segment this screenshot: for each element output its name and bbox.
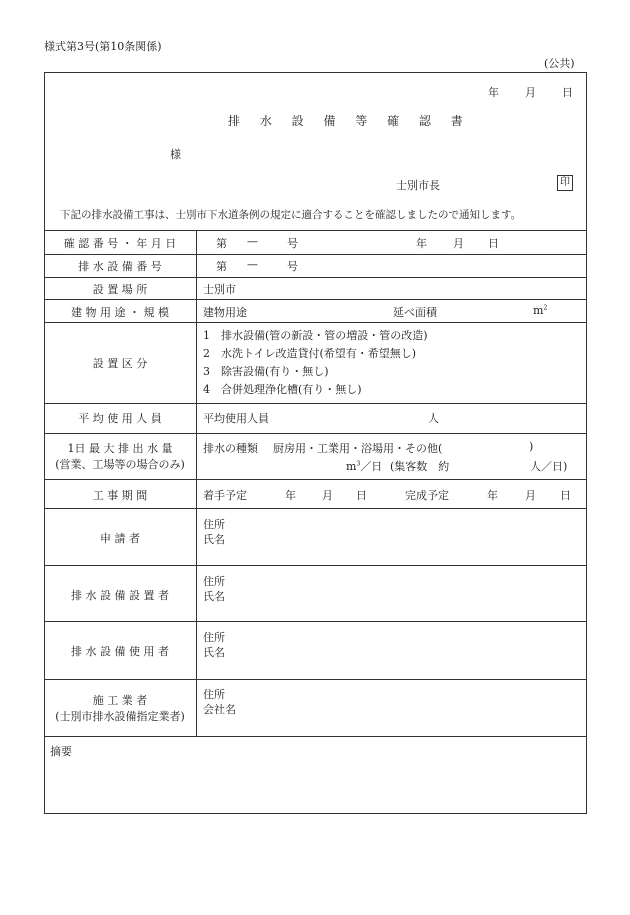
start-year: 年 (285, 489, 296, 502)
category-item-3: 3 除害設備(有り・無し) (203, 365, 329, 378)
period-label: 工 事 期 間 (92, 489, 148, 502)
end-day: 日 (560, 489, 571, 502)
start-label: 着手予定 (203, 489, 247, 502)
confirm-dash: — (247, 235, 258, 248)
discharge-customers-unit: 人／日) (530, 460, 568, 473)
end-year: 年 (487, 489, 498, 502)
seal-mark: 印 (557, 175, 573, 191)
start-day: 日 (356, 489, 367, 502)
addressee-suffix: 様 (170, 148, 181, 161)
discharge-types: 厨房用・工業用・浴場用・その他( (273, 442, 443, 455)
confirm-label: 確 認 番 号 ・ 年 月 日 (63, 237, 177, 250)
users-label: 平 均 使 用 人 員 (78, 412, 162, 425)
table-top-line (44, 230, 587, 231)
users-unit: 人 (428, 412, 439, 425)
discharge-types-close: ) (529, 440, 534, 453)
category-item-4: 4 合併処理浄化槽(有り・無し) (203, 383, 362, 396)
contractor-label-line2: (士別市排水設備指定業者) (55, 710, 185, 723)
category-item-1: 1 排水設備(管の新設・管の増設・管の改造) (203, 329, 428, 342)
user-label: 排 水 設 備 使 用 者 (71, 645, 169, 658)
row-divider (44, 322, 587, 323)
confirm-go: 号 (287, 237, 298, 250)
user-name-label: 氏名 (203, 646, 225, 659)
notice-text: 下記の排水設備工事は、士別市下水道条例の規定に適合することを確認しましたので通知します。 (60, 209, 522, 221)
issuer-name: 士別市長 (396, 179, 440, 192)
category-item-2: 2 水洗トイレ改造貸付(希望有・希望無し) (203, 347, 417, 360)
row-divider (44, 621, 587, 622)
remarks-label: 摘要 (50, 745, 72, 758)
facility-number-label: 排 水 設 備 番 号 (78, 260, 162, 273)
confirm-day: 日 (488, 237, 499, 250)
installer-label: 排 水 設 備 設 置 者 (71, 589, 169, 602)
row-divider (44, 736, 587, 737)
applicant-address-label: 住所 (203, 518, 225, 531)
discharge-type-label: 排水の種類 (203, 442, 258, 455)
category-label: 設 置 区 分 (92, 357, 148, 370)
confirm-dai: 第 (216, 237, 227, 250)
floor-area-unit: $m^2$ (533, 304, 548, 317)
discharge-volume-unit: $m^3/$日 (346, 460, 383, 473)
start-month: 月 (322, 489, 333, 502)
contractor-address-label: 住所 (203, 688, 225, 701)
building-use-label: 建物用途 (203, 306, 247, 319)
row-divider (44, 479, 587, 480)
confirm-month: 月 (453, 237, 464, 250)
discharge-customers: (集客数 約 (390, 460, 450, 473)
location-value: 士別市 (203, 283, 236, 296)
applicant-label: 申 請 者 (100, 532, 140, 545)
floor-area-label: 延べ面積 (393, 306, 437, 319)
discharge-label-line2: (営業、工場等の場合のみ) (55, 458, 185, 471)
issue-date-year: 年 (488, 86, 499, 99)
form-category: (公共) (544, 57, 575, 70)
issue-date-day: 日 (562, 86, 573, 99)
form-number: 様式第3号(第10条関係) (44, 40, 162, 53)
contractor-label-line1: 施 工 業 者 (92, 694, 148, 707)
installer-name-label: 氏名 (203, 590, 225, 603)
row-divider (44, 299, 587, 300)
row-divider (44, 565, 587, 566)
installer-address-label: 住所 (203, 575, 225, 588)
users-value-label: 平均使用人員 (203, 412, 269, 425)
issue-date-month: 月 (525, 86, 536, 99)
confirm-year: 年 (416, 237, 427, 250)
row-divider (44, 433, 587, 434)
document-title: 排 水 設 備 等 確 認 書 (228, 114, 471, 128)
facility-go: 号 (287, 260, 298, 273)
location-label: 設 置 場 所 (92, 283, 148, 296)
row-divider (44, 508, 587, 509)
facility-dai: 第 (216, 260, 227, 273)
row-divider (44, 679, 587, 680)
row-divider (44, 277, 587, 278)
row-divider (44, 403, 587, 404)
facility-dash: — (247, 258, 258, 271)
row-divider (44, 254, 587, 255)
applicant-name-label: 氏名 (203, 533, 225, 546)
usage-label: 建 物 用 途 ・ 規 模 (71, 306, 169, 319)
contractor-company-label: 会社名 (203, 703, 236, 716)
end-month: 月 (525, 489, 536, 502)
user-address-label: 住所 (203, 631, 225, 644)
end-label: 完成予定 (405, 489, 449, 502)
column-divider (196, 230, 197, 736)
discharge-label-line1: 1日 最 大 排 出 水 量 (67, 442, 173, 455)
